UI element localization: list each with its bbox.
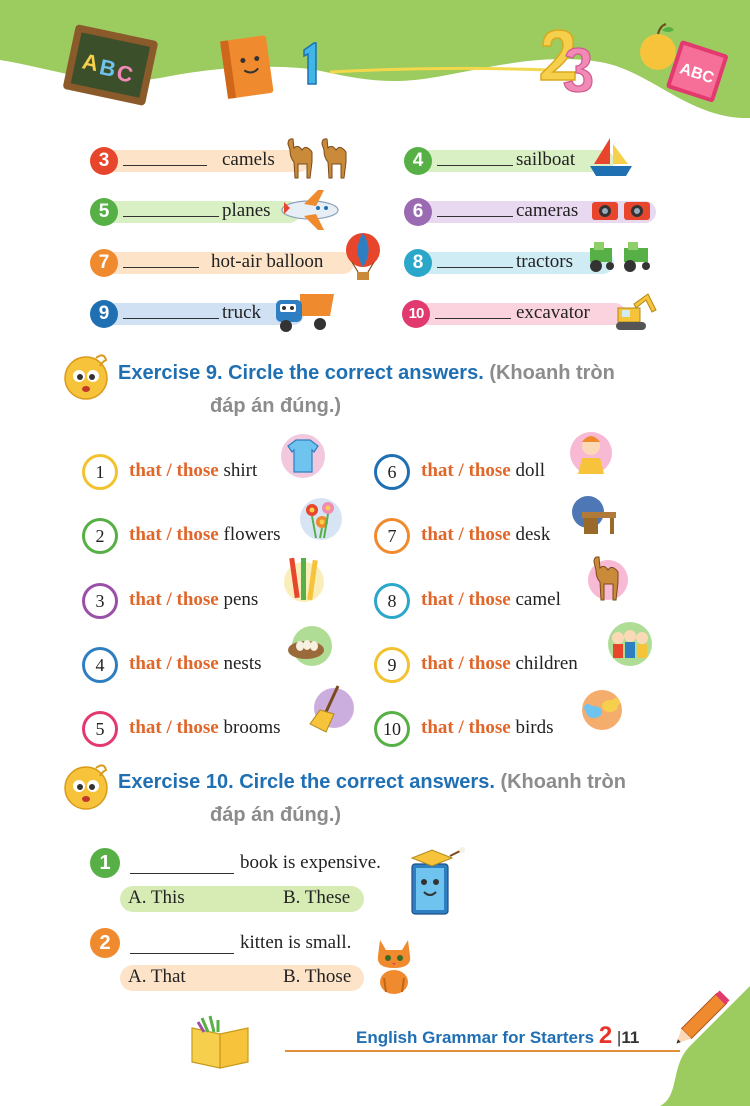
option-separator: / — [453, 653, 469, 674]
airplane-icon — [278, 186, 344, 232]
item-noun: desk — [515, 524, 551, 545]
number-badge: 4 — [404, 147, 432, 175]
item-sentence — [421, 653, 578, 675]
option-those[interactable]: those — [176, 524, 219, 545]
item-sentence — [129, 653, 262, 675]
item-sentence — [129, 717, 281, 739]
option-that[interactable]: that — [421, 653, 454, 674]
doll-icon — [568, 428, 614, 478]
item-sentence — [129, 460, 257, 482]
tractor-icon — [586, 240, 656, 274]
exercise-9-translation-a: (Khoanh tròn — [489, 362, 615, 384]
item-noun: pens — [223, 589, 259, 610]
item-noun: brooms — [223, 717, 281, 738]
footer-book-title — [356, 1022, 639, 1050]
option-that[interactable]: that — [421, 589, 454, 610]
item-number: 3 — [95, 591, 105, 611]
excavator-icon — [614, 290, 660, 334]
exercise-10-instruction: Exercise 10. Circle the correct answers. — [118, 771, 495, 793]
circle-item-10 — [374, 711, 584, 747]
exercise-10-translation-b: đáp án đúng.) — [210, 804, 342, 826]
question-1-badge: 1 — [90, 848, 120, 878]
option-separator: / — [453, 524, 469, 545]
option-that[interactable]: that — [421, 717, 454, 738]
pencil-icon — [664, 990, 730, 1056]
option-those[interactable]: those — [468, 524, 511, 545]
option-that[interactable]: that — [129, 653, 162, 674]
question-2-sentence: kitten is small. — [240, 932, 352, 953]
item-noun: shirt — [223, 460, 258, 481]
item-sentence — [129, 589, 258, 611]
item-sentence — [421, 589, 561, 611]
number-badge: 3 — [90, 147, 118, 175]
item-number: 6 — [387, 462, 397, 482]
circle-item-5 — [82, 711, 312, 747]
svg-text:A: A — [80, 48, 101, 77]
option-separator: / — [161, 589, 177, 610]
question-2-option-b[interactable]: B. Those — [283, 966, 352, 987]
item-noun: children — [515, 653, 578, 674]
number-3-icon — [560, 46, 596, 94]
answer-blank[interactable] — [123, 216, 219, 217]
option-separator: / — [453, 589, 469, 610]
question-1-blank[interactable] — [130, 873, 234, 874]
option-separator: / — [453, 460, 469, 481]
option-those[interactable]: those — [468, 717, 511, 738]
string-line-decoration — [330, 66, 550, 76]
item-noun: doll — [515, 460, 546, 481]
item-sentence — [129, 524, 280, 546]
abc-board-icon — [60, 22, 160, 112]
option-that[interactable]: that — [129, 717, 162, 738]
option-separator: / — [161, 460, 177, 481]
circle-item-9 — [374, 647, 604, 683]
number-badge: 5 — [90, 198, 118, 226]
exercise-10-translation-a: (Khoanh tròn — [500, 771, 626, 793]
fill-bar — [104, 201, 300, 223]
option-that[interactable]: that — [421, 460, 454, 481]
item-number: 9 — [387, 655, 397, 675]
exercise-10-title — [118, 771, 626, 794]
option-separator: / — [161, 717, 177, 738]
footer-title: English Grammar for Starters — [356, 1028, 595, 1047]
item-number: 2 — [95, 526, 105, 546]
fill-bar — [104, 150, 310, 172]
number-badge: 9 — [90, 300, 118, 328]
svg-text:B: B — [97, 54, 119, 82]
circle-item-7 — [374, 518, 574, 554]
answer-blank[interactable] — [123, 165, 207, 166]
option-those[interactable]: those — [176, 460, 219, 481]
answer-blank[interactable] — [435, 318, 511, 319]
circle-item-3 — [82, 583, 292, 619]
item-word: planes — [222, 200, 271, 221]
item-sentence — [421, 460, 545, 482]
item-sentence — [421, 717, 554, 739]
item-noun: nests — [223, 653, 262, 674]
open-book-icon — [186, 1014, 258, 1072]
birds-icon — [576, 686, 626, 734]
question-1-option-b[interactable]: B. These — [283, 887, 351, 908]
answer-blank[interactable] — [437, 267, 513, 268]
fill-item-7 — [90, 250, 360, 276]
question-2-blank[interactable] — [130, 953, 234, 954]
svg-text:C: C — [114, 59, 136, 88]
option-those[interactable]: those — [176, 653, 219, 674]
item-word: excavator — [516, 302, 590, 323]
answer-blank[interactable] — [123, 267, 199, 268]
sailboat-icon — [588, 134, 634, 178]
item-word: cameras — [516, 200, 579, 221]
question-2-badge: 2 — [90, 928, 120, 958]
camel-icon — [584, 554, 630, 604]
fill-item-5 — [90, 199, 310, 225]
option-separator: / — [453, 717, 469, 738]
camels-icon — [284, 136, 352, 180]
item-sentence — [421, 524, 550, 546]
item-number: 1 — [95, 462, 105, 482]
exercise-9-title — [118, 362, 615, 385]
shirt-icon — [278, 432, 328, 480]
footer-separator: | — [616, 1028, 622, 1047]
option-those[interactable]: those — [176, 717, 219, 738]
apple-book-icon — [632, 22, 732, 106]
answer-blank[interactable] — [437, 165, 513, 166]
broom-icon — [304, 684, 358, 736]
item-noun: camel — [515, 589, 561, 610]
number-1-icon — [298, 40, 324, 88]
pens-icon — [282, 554, 326, 606]
option-those[interactable]: those — [176, 589, 219, 610]
book-character-icon — [398, 846, 468, 920]
option-separator: / — [161, 524, 177, 545]
kitten-icon — [372, 934, 416, 996]
option-separator: / — [161, 653, 177, 674]
circle-item-6 — [374, 454, 574, 490]
option-that[interactable]: that — [129, 524, 162, 545]
answer-blank[interactable] — [437, 216, 513, 217]
number-badge: 8 — [404, 249, 432, 277]
notebook-icon — [218, 34, 276, 102]
option-those[interactable]: those — [468, 460, 511, 481]
option-that[interactable]: that — [129, 589, 162, 610]
exercise-9-translation-b: đáp án đúng.) — [210, 395, 342, 417]
circle-item-2 — [82, 518, 312, 554]
number-badge: 10 — [402, 300, 430, 328]
option-those[interactable]: those — [468, 653, 511, 674]
circle-item-8 — [374, 583, 584, 619]
item-number: 8 — [387, 591, 397, 611]
item-word: sailboat — [516, 149, 576, 170]
footer-divider — [285, 1050, 680, 1052]
question-1-sentence: book is expensive. — [240, 852, 381, 873]
item-number: 4 — [95, 655, 105, 675]
circle-item-1 — [82, 454, 292, 490]
svg-text:ABC: ABC — [677, 60, 716, 88]
page-number: 11 — [621, 1028, 640, 1047]
option-that[interactable]: that — [129, 460, 162, 481]
number-badge: 6 — [404, 198, 432, 226]
desk-icon — [570, 494, 622, 542]
fill-item-10 — [402, 301, 642, 327]
flowers-icon — [298, 494, 344, 544]
thinking-face-icon — [60, 350, 112, 402]
truck-icon — [272, 288, 336, 334]
answer-blank[interactable] — [123, 318, 219, 319]
circle-item-4 — [82, 647, 292, 683]
item-word: tractors — [516, 251, 573, 272]
item-noun: flowers — [223, 524, 281, 545]
item-word: hot-air balloon — [211, 251, 324, 272]
option-that[interactable]: that — [421, 524, 454, 545]
item-number: 5 — [95, 719, 105, 739]
item-word: truck — [222, 302, 262, 323]
thinking-face-icon — [60, 760, 112, 812]
nest-icon — [284, 622, 332, 670]
children-icon — [604, 618, 656, 670]
item-noun: birds — [515, 717, 554, 738]
item-number: 7 — [387, 526, 397, 546]
exercise-9-instruction: Exercise 9. Circle the correct answers. — [118, 362, 484, 384]
hot-air-balloon-icon — [342, 232, 384, 282]
option-those[interactable]: those — [468, 589, 511, 610]
camera-icon — [590, 196, 652, 224]
item-number: 10 — [383, 719, 401, 739]
question-1-option-a[interactable]: A. This — [128, 887, 185, 908]
footer-volume: 2 — [598, 1022, 613, 1049]
item-word: camels — [222, 149, 275, 170]
question-2-option-a[interactable]: A. That — [128, 966, 186, 987]
number-badge: 7 — [90, 249, 118, 277]
